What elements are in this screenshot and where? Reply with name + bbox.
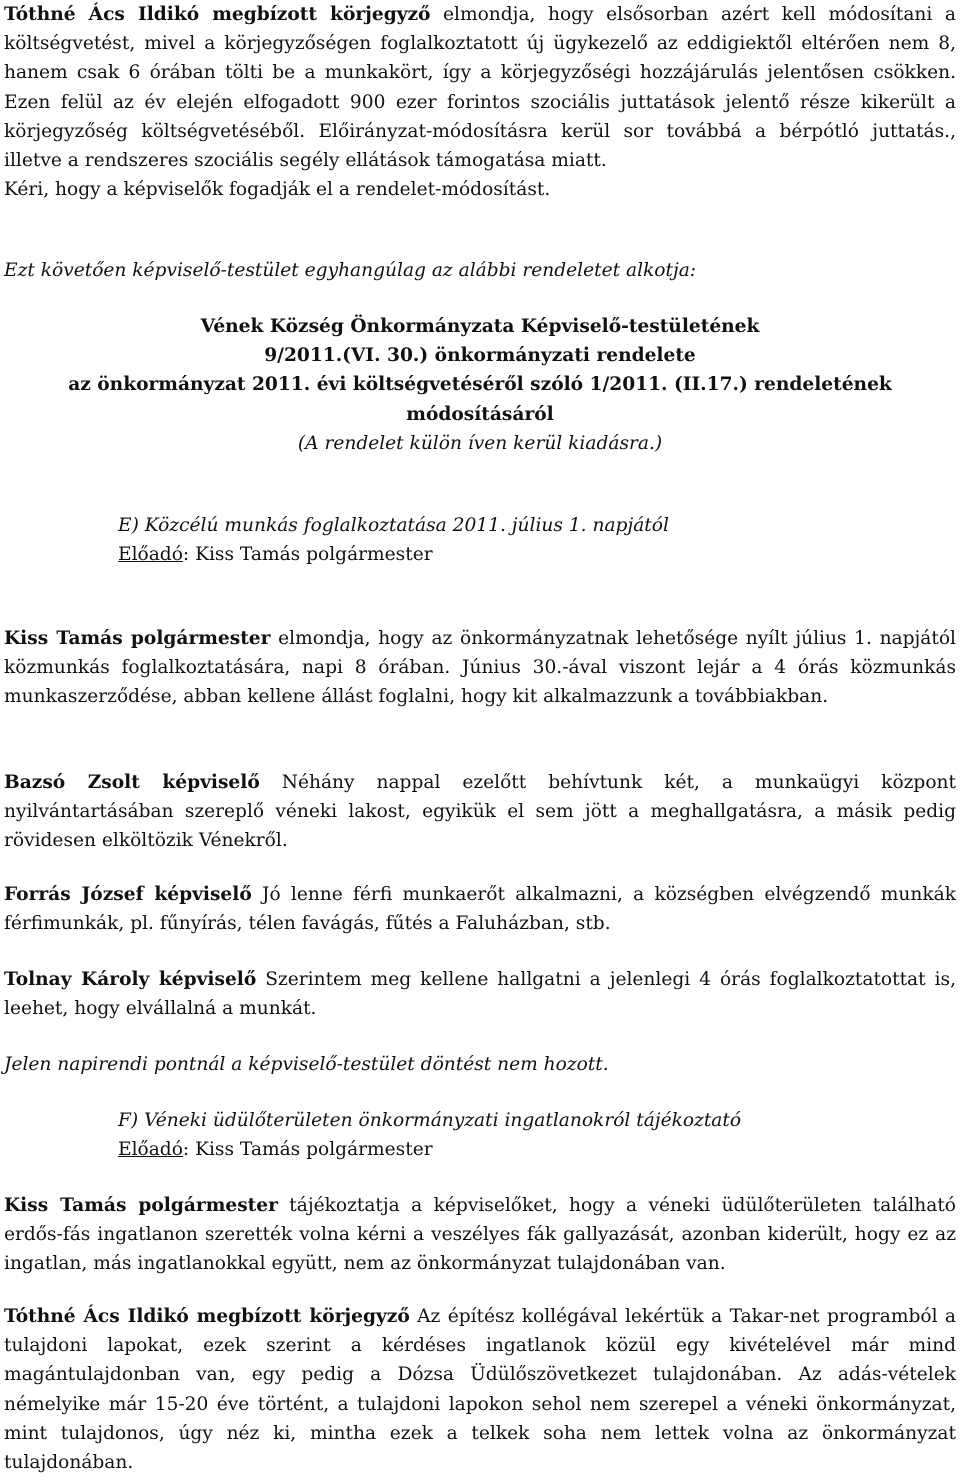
paragraph-mayor-resort [4,1191,956,1279]
paragraph-notary-land-registry [4,1302,956,1477]
paragraph-text: Szerintem meg kellene hallgatni a jelenlegi 4 órás foglalkoztatottat is, leehet, hogy elvállalná a munkát. [4,969,956,1020]
speaker-name: Tolnay Károly képviselő [4,969,257,990]
speaker-name: Tóthné Ács Ildikó megbízott körjegyző [4,1306,410,1327]
decree-title-line-3: az önkormányzat 2011. évi költségvetéséről szóló 1/2011. (II.17.) rendeletének [68,374,892,396]
presenter-value: : Kiss Tamás polgármester [182,544,433,566]
decision-intro: Ezt követően képviselő-testület egyhangúlag az alábbi rendeletet alkotja: [4,260,697,281]
presenter-label: Előadó [118,1139,183,1161]
decree-title-line-2: 9/2011.(VI. 30.) önkormányzati rendelete [264,345,696,367]
paragraph-text: Jó lenne férfi munkaerőt alkalmazni, a községben elvégzendő munkák férfimunkák, pl. fűnyírás, télen favágás, fűtés a Faluházban, stb. [4,884,957,935]
decree-title-line-1: Vének Község Önkormányzata Képviselő-testületének [200,316,760,337]
speaker-name: Bazsó Zsolt képviselő [4,772,260,793]
agenda-e-conclusion: Jelen napirendi pontnál a képviselő-testület döntést nem hozott. [4,1054,609,1075]
presenter-label: Előadó [118,544,183,566]
paragraph-text: Kéri, hogy a képviselők fogadják el a rendelet-módosítást. [4,179,551,201]
agenda-item-e [4,511,956,569]
decree-title-block [4,312,956,458]
agenda-item-title: F) Véneki üdülőterületen önkormányzati ingatlanokról tájékoztató [118,1110,742,1131]
paragraph-text: Az építész kollégával lekértük a Takar-net programból a tulajdoni lapokat, ezek szerint a kérdéses ingatlanok közül egy kivételével már mind magántulajdonban van, egy pedig a Dózsa Üdülőszövetkezet tulajdonában. Az adás-vételek némelyike már 15-20 éve történt, a tulajdoni lapokon sehol nem szerepel a véneki önkormányzat, mint tulajdonos, úgy néz ki, mintha ezek a telkek soha nem lettek volna az önkormányzat tulajdonában. [4,1306,956,1474]
paragraph-text: tájékoztatja a képviselőket, hogy a véneki üdülőterületen található erdős-fás ingatlanon szerették volna kérni a veszélyes fák gallyazását, azonban kiderült, hogy ez az ingatlan, más ingatlanokkal együtt, nem az önkormányzat tulajdonában van. [4,1195,956,1275]
presenter-value: : Kiss Tamás polgármester [182,1139,433,1161]
paragraph-mayor-public-work [4,624,956,712]
speaker-name: Kiss Tamás polgármester [4,1195,278,1216]
agenda-item-title: E) Közcélú munkás foglalkoztatása 2011. július 1. napjától [118,515,669,536]
paragraph-forras [4,880,956,938]
paragraph-text: elmondja, hogy az önkormányzatnak lehetősége nyílt július 1. napjától közmunkás foglalkoztatására, napi 8 órában. Június 30.-ával viszont lejár a 4 órás közmunkás munkaszerződése, abban kellene állást foglalni, hogy kit alkalmazzunk a továbbiakban. [4,628,956,708]
speaker-name: Kiss Tamás polgármester [4,628,271,649]
speaker-name: Forrás József képviselő [4,884,252,905]
agenda-item-presenter [4,540,956,569]
speaker-name: Tóthné Ács Ildikó megbízott körjegyző [4,4,431,25]
paragraph-text: Néhány nappal ezelőtt behívtunk két, a munkaügyi központ nyilvántartásában szereplő véneki lakost, egyikük el sem jött a meghallgatásra, a másik pedig rövidesen elköltözik Vénekről. [4,772,956,852]
paragraph-budget-explanation [4,0,956,204]
decree-note: (A rendelet külön íven kerül kiadásra.) [297,432,663,454]
paragraph-text: elmondja, hogy elsősorban azért kell módosítani a költségvetést, mivel a körjegyzőségen foglalkoztatott új ügykezelő az eddigiektől eltérően nem 8, hanem csak 6 órában tölti be a munkakört, így a körjegyzőségi hozzájárulás jelentősen csökken. Ezen felül az év elején elfogadott 900 ezer forintos szociális juttatások jelentő része kikerült a körjegyzőség költségvetéséből. Előirányzat-módosításra kerül sor továbbá a bérpótló juttatás., illetve a rendszeres szociális segély ellátások támogatása miatt. [4,4,956,172]
paragraph-bazso [4,768,956,856]
agenda-item-f [4,1106,956,1164]
decree-title-line-4: módosításáról [406,403,554,425]
paragraph-tolnay [4,965,956,1023]
agenda-item-presenter [4,1135,956,1164]
